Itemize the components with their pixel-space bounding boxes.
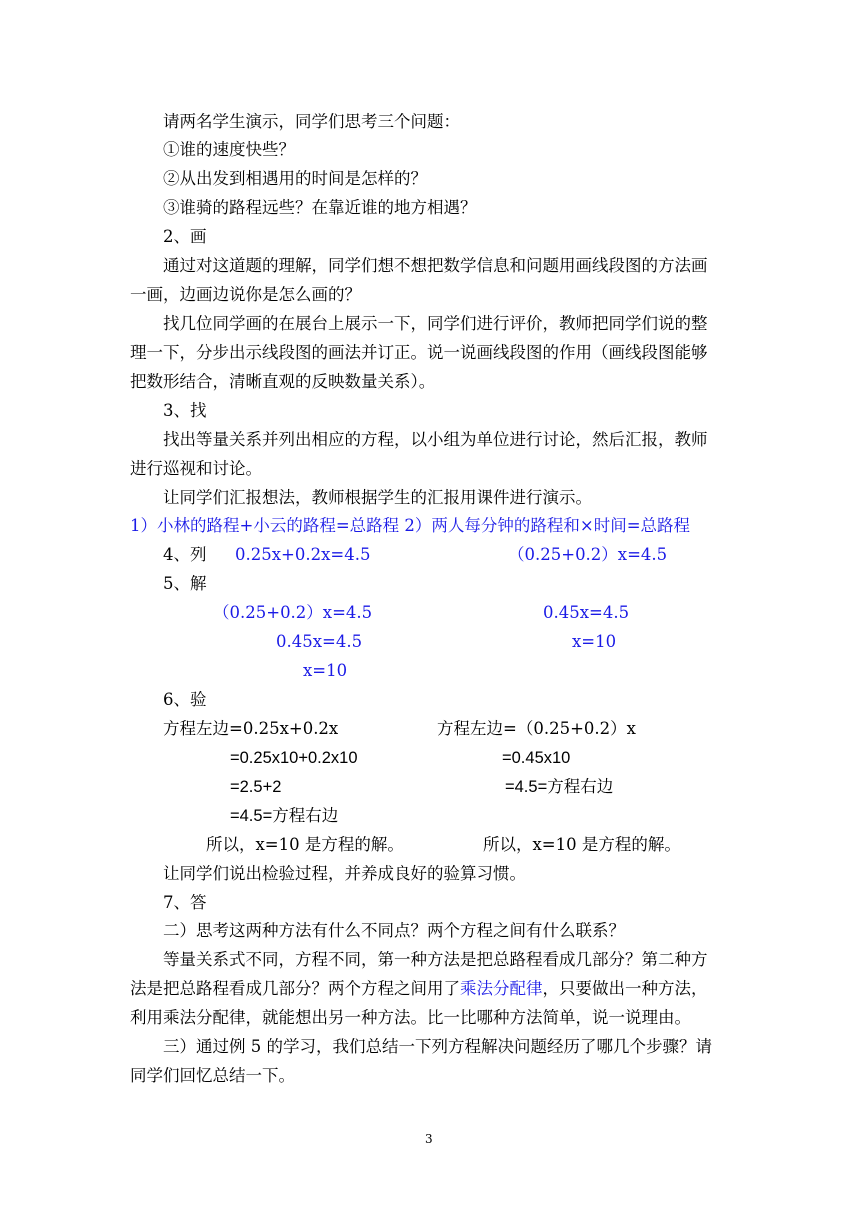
equation-1: 0.25x+0.2x=4.5 — [235, 545, 371, 564]
equation-2: （0.25+0.2）x=4.5 — [508, 545, 668, 564]
page-number: 3 — [425, 1132, 433, 1146]
solve-1-line-3: x=10 — [303, 661, 348, 680]
paragraph-7-text-after: ，只要做出一种方法， — [542, 979, 708, 998]
step-5-heading: 5、解 — [163, 574, 207, 593]
step-3-heading: 3、找 — [163, 401, 207, 420]
solve-1-line-2: 0.45x=4.5 — [276, 632, 363, 651]
paragraph-8-line-2: 同学们回忆总结一下。 — [130, 1066, 295, 1085]
question-2: ②从出发到相遇用的时间是怎样的？ — [163, 169, 427, 188]
conclusion-2: 所以，x=10 是方程的解。 — [483, 835, 681, 854]
question-1: ①谁的速度快些？ — [163, 140, 295, 159]
paragraph-7-line-3: 利用乘法分配律，就能想出另一种方法。比一比哪种方法简单，说一说理由。 — [130, 1008, 691, 1027]
verify-1-line-2: =0.25x10+0.2x10 — [230, 749, 358, 767]
paragraph-6: 二）思考这两种方法有什么不同点？两个方程之间有什么联系？ — [163, 921, 625, 940]
verify-1-line-3: =2.5+2 — [230, 778, 282, 796]
intro-line: 请两名学生演示，同学们思考三个问题： — [163, 112, 460, 131]
paragraph-2-line-1: 找几位同学画的在展台上展示一下，同学们进行评价，教师把同学们说的整 — [163, 314, 708, 333]
paragraph-5: 让同学们说出检验过程，并养成良好的验算习惯。 — [163, 864, 526, 883]
solve-2-line-1: 0.45x=4.5 — [543, 603, 630, 622]
paragraph-8-line-1: 三）通过例 5 的学习，我们总结一下列方程解决问题经历了哪几个步骤？请 — [163, 1037, 712, 1056]
paragraph-3-line-1: 找出等量关系并列出相应的方程，以小组为单位进行讨论，然后汇报，教师 — [163, 430, 708, 449]
paragraph-3-line-2: 进行巡视和讨论。 — [130, 459, 262, 478]
step-4-heading: 4、列 — [163, 545, 207, 564]
solve-1-line-1: （0.25+0.2）x=4.5 — [213, 603, 373, 622]
conclusion-1: 所以，x=10 是方程的解。 — [206, 835, 404, 854]
verify-2-line-2: =0.45x10 — [502, 749, 571, 767]
paragraph-2-line-3: 把数形结合，清晰直观的反映数量关系）。 — [130, 372, 436, 391]
relationship-line: 1）小林的路程+小云的路程=总路程 2）两人每分钟的路程和×时间=总路程 — [130, 516, 691, 535]
paragraph-1-line-1: 通过对这道题的理解，同学们想不想把数学信息和问题用画线段图的方法画 — [163, 256, 708, 275]
paragraph-4: 让同学们汇报想法，教师根据学生的汇报用课件进行演示。 — [163, 488, 592, 507]
step-7-heading: 7、答 — [163, 893, 207, 912]
paragraph-7-line-2 — [130, 978, 708, 1000]
step-6-heading: 6、验 — [163, 690, 207, 709]
verify-1-line-1: 方程左边=0.25x+0.2x — [163, 719, 339, 738]
paragraph-7-line-1: 等量关系式不同，方程不同，第一种方法是把总路程看成几部分？第二种方 — [163, 950, 708, 969]
verify-2-line-3: =4.5=方程右边 — [505, 778, 614, 796]
paragraph-7-text-before: 法是把总路程看成几部分？两个方程之间用了 — [130, 979, 460, 998]
paragraph-2-line-2: 理一下，分步出示线段图的画法并订正。说一说画线段图的作用（画线段图能够 — [130, 343, 708, 362]
step-2-heading: 2、画 — [163, 227, 207, 246]
question-3: ③谁骑的路程远些？在靠近谁的地方相遇？ — [163, 198, 477, 217]
paragraph-1-line-2: 一画，边画边说你是怎么画的？ — [130, 285, 361, 304]
distributive-law-link: 乘法分配律 — [460, 979, 543, 998]
solve-2-line-2: x=10 — [572, 632, 617, 651]
verify-1-line-4: =4.5=方程右边 — [230, 807, 339, 825]
verify-2-line-1: 方程左边=（0.25+0.2）x — [437, 719, 636, 738]
